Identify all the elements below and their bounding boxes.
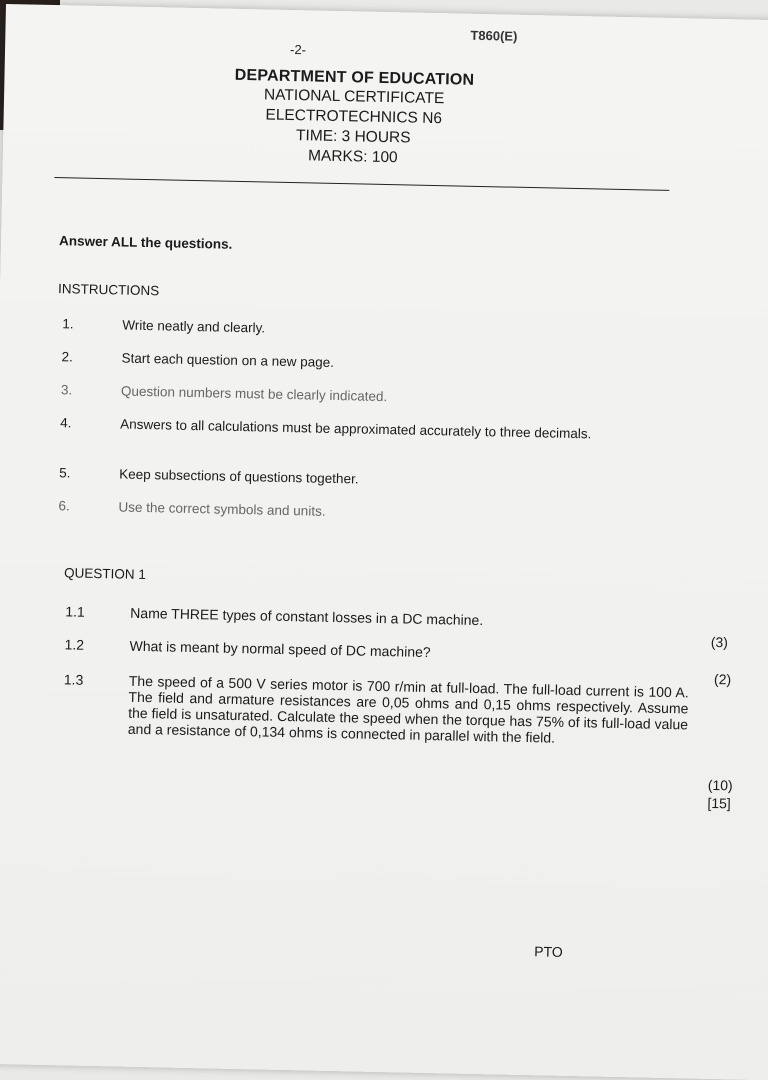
- page-number: -2-: [289, 41, 307, 58]
- exam-marks: MARKS: 100: [307, 147, 398, 167]
- instruction-item: [54, 498, 674, 519]
- instruction-item: [55, 415, 675, 442]
- certificate-title: NATIONAL CERTIFICATE: [263, 86, 445, 108]
- paper-reference-code: T860(E): [470, 27, 518, 44]
- instruction-item: [57, 316, 677, 336]
- question-text: Name THREE types of constant losses in a DC machine.: [130, 604, 484, 629]
- question-number: 1.2: [64, 636, 85, 653]
- please-turn-over: PTO: [534, 943, 563, 960]
- question-mark: (3): [710, 633, 729, 651]
- question-text: The speed of a 500 V series motor is 700 r/min at full-load. The full-load current is 100 A. The field and armature resistances are 0,05 ohms and 0,15 ohms respectively. Assume the field is unsaturated. Calculate the speed when the torque has 75% of its full-load value and a resistance of 0,134 ohms is connected in parallel with the field.: [127, 672, 689, 746]
- instruction-number: 5.: [59, 465, 71, 481]
- instruction-text: Answers to all calculations must be approximated accurately to three decimals.: [120, 416, 592, 442]
- question-number: 1.3: [63, 671, 84, 688]
- instruction-number: 4.: [60, 415, 72, 431]
- instruction-item: [54, 465, 674, 487]
- instruction-text: Use the correct symbols and units.: [118, 499, 326, 519]
- exam-page: [0, 4, 768, 1080]
- question-mark: (2): [713, 670, 732, 688]
- question-heading: QUESTION 1: [63, 565, 147, 583]
- instruction-text: Question numbers must be clearly indicated.: [120, 383, 388, 405]
- question-item: [62, 671, 692, 746]
- exam-time: TIME: 3 HOURS: [295, 127, 411, 147]
- question-text: What is meant by normal speed of DC machine?: [129, 637, 431, 661]
- instruction-number: 1.: [62, 316, 74, 332]
- question-item: [63, 636, 693, 661]
- instruction-item: [57, 349, 677, 370]
- instruction-number: 2.: [61, 349, 74, 365]
- instruction-text: Write neatly and clearly.: [122, 317, 266, 336]
- instruction-number: 3.: [60, 382, 73, 398]
- exam-header: [203, 66, 505, 170]
- instruction-text: Keep subsections of questions together.: [119, 466, 359, 487]
- instructions-heading: INSTRUCTIONS: [57, 281, 160, 299]
- question-item: [63, 603, 693, 629]
- question-number: 1.1: [65, 603, 85, 620]
- instruction-text: Start each question on a new page.: [121, 350, 335, 370]
- subject-title: ELECTROTECHNICS N6: [265, 106, 443, 128]
- instruction-number: 6.: [58, 498, 70, 514]
- question-mark: (10): [707, 776, 733, 794]
- instruction-item: [56, 382, 676, 405]
- question-total: [15]: [707, 794, 731, 812]
- header-divider: [54, 177, 669, 191]
- department-title: DEPARTMENT OF EDUCATION: [234, 66, 475, 89]
- answer-all-notice: Answer ALL the questions.: [58, 233, 233, 252]
